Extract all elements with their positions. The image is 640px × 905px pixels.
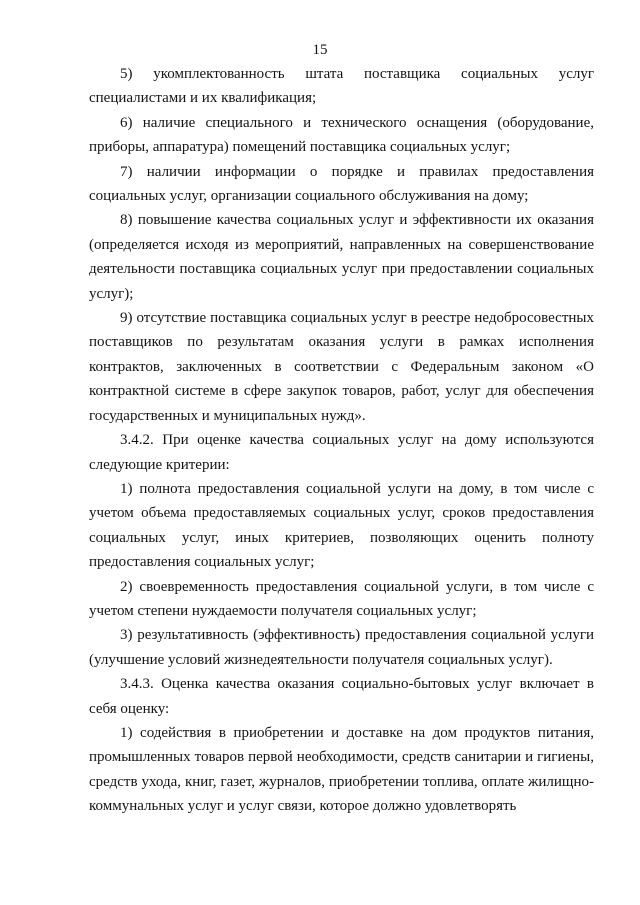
paragraph-item-9: 9) отсутствие поставщика социальных услуг в реестре недобросовестных поставщиков по результатам оказания услуги в рамках исполнения контрактов, заключенных в соответствии с Федеральным законом «О контрактной системе в сфере закупок товаров, работ, услуг для обеспечения государственных и муниципальных нужд». <box>89 310 594 424</box>
paragraph-item-6: 6) наличие специального и технического оснащения (оборудование, приборы, аппаратура) помещений поставщика социальных услуг; <box>89 114 594 156</box>
paragraph-assessment-1: 1) содействия в приобретении и доставке на дом продуктов питания, промышленных товаров первой необходимости, средств санитарии и гигиены, средств ухода, книг, газет, журналов, приобретении топлива, оплате жилищно-коммунальных услуг и услуг связи, которое должно удовлетворять <box>89 724 594 815</box>
paragraph-item-8: 8) повышение качества социальных услуг и эффективности их оказания (определяется исходя из мероприятий, направленных на совершенствование деятельности поставщика социальных услуг при предоставлении социальных услуг); <box>89 212 594 302</box>
paragraph-item-5: 5) укомплектованность штата поставщика социальных услуг специалистами и их квалификация; <box>89 66 594 107</box>
paragraph-section-3-4-3: 3.4.3. Оценка качества оказания социально-бытовых услуг включает в себя оценку: <box>89 676 594 717</box>
page-number: 15 <box>312 42 328 58</box>
paragraph-criterion-3: 3) результативность (эффективность) предоставления социальной услуги (улучшение условий жизнедеятельности получателя социальных услуг). <box>89 627 594 668</box>
paragraph-criterion-1: 1) полнота предоставления социальной услуги на дому, в том числе с учетом объема предоставляемых социальных услуг, сроков предоставления социальных услуг, иных критериев, позволяющих оценить полноту предоставления социальных услуг; <box>89 480 594 571</box>
paragraph-criterion-2: 2) своевременность предоставления социальной услуги, в том числе с учетом степени нуждаемости получателя социальных услуг; <box>89 578 594 619</box>
paragraph-section-3-4-2: 3.4.2. При оценке качества социальных услуг на дому используются следующие критерии: <box>89 432 594 473</box>
document-body <box>89 62 594 819</box>
paragraph-item-7: 7) наличии информации о порядке и правилах предоставления социальных услуг, организации социального обслуживания на дому; <box>89 163 594 205</box>
